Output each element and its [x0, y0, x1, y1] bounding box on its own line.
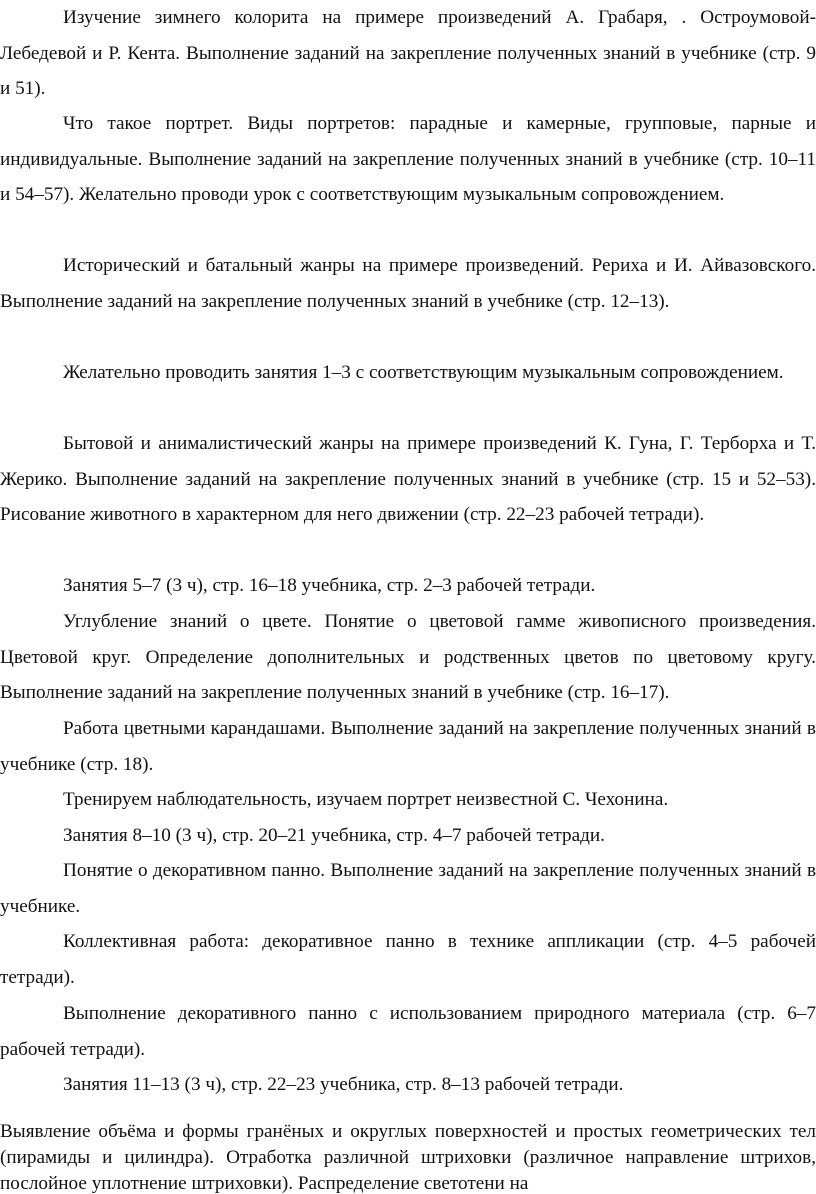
paragraph-coloured-pencils: Работа цветными карандашами. Выполнение заданий на закрепление полученных знаний в учебнике (стр. 18).	[0, 718, 816, 775]
paragraph-colour-knowledge: Углубление знаний о цвете. Понятие о цветовой гамме живописного произведения. Цветовой круг. Определение дополнительных и родственных цветов по цветовому кругу. Выполнение заданий на закрепление полученных знаний в учебнике (стр. 16–17).	[0, 611, 816, 704]
paragraph-portrait-types: Что такое портрет. Виды портретов: парадные и камерные, групповые, парные и индивидуальные. Выполнение заданий на закрепление полученных знаний в учебнике (стр. 10–11 и 54–57). Желательно проводи урок с соответствующим музыкальным сопровождением.	[0, 113, 816, 206]
paragraph-lessons-11-13: Занятия 11–13 (3 ч), стр. 22–23 учебника, стр. 8–13 рабочей тетради.	[63, 1074, 624, 1095]
paragraph-observation: Тренируем наблюдательность, изучаем портрет неизвестной С. Чехонина.	[63, 789, 669, 810]
paragraph-winter-colour: Изучение зимнего колорита на примере произведений А. Грабаря, . Остроумовой-Лебедевой и Р. Кента. Выполнение заданий на закрепление полученных знаний в учебнике (стр. 9 и 51).	[0, 7, 816, 100]
paragraph-everyday-animal-genre: Бытовой и анималистический жанры на примере произведений К. Гуна, Г. Терборха и Т. Жерико. Выполнение заданий на закрепление полученных знаний в учебнике (стр. 15 и 52–53). Рисование животного в характерном для него движении (стр. 22–23 рабочей тетради).	[0, 433, 816, 526]
paragraph-decorative-panel: Понятие о декоративном панно. Выполнение заданий на закрепление полученных знаний в учебнике.	[0, 860, 816, 917]
paragraph-music-recommendation: Желательно проводить занятия 1–3 с соответствующим музыкальным сопровождением.	[63, 362, 784, 383]
paragraph-historical-genre: Исторический и батальный жанры на примере произведений. Рериха и И. Айвазовского. Выполнение заданий на закрепление полученных знаний в учебнике (стр. 12–13).	[0, 255, 816, 312]
paragraph-natural-material: Выполнение декоративного панно с использованием природного материала (стр. 6–7 рабочей тетради).	[0, 1003, 816, 1060]
paragraph-lessons-5-7: Занятия 5–7 (3 ч), стр. 16–18 учебника, стр. 2–3 рабочей тетради.	[63, 575, 596, 596]
paragraph-collective-work: Коллективная работа: декоративное панно в технике аппликации (стр. 4–5 рабочей тетради).	[0, 931, 816, 988]
paragraph-lessons-8-10: Занятия 8–10 (3 ч), стр. 20–21 учебника, стр. 4–7 рабочей тетради.	[63, 825, 605, 846]
paragraph-volume-and-form: Выявление объёма и формы гранёных и округлых поверхностей и простых геометрических тел (пирамиды и цилиндра). Отработка различной штриховки (различное направление штрихов, послойное уплотнение штриховки). Распределение светотени на	[0, 1121, 816, 1194]
